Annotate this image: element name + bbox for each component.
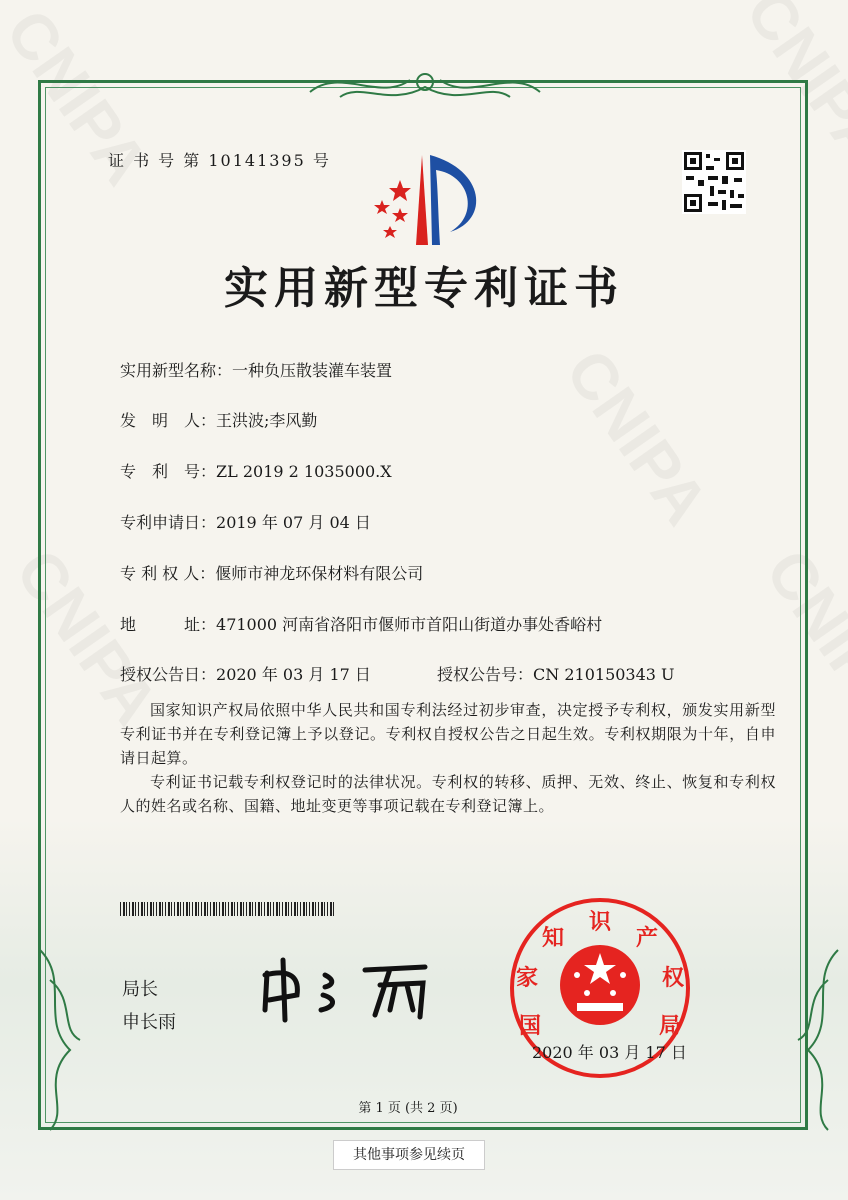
qr-code — [682, 150, 746, 214]
field-label: 地 址： — [120, 615, 217, 634]
svg-text:国: 国 — [518, 1014, 542, 1039]
field-value: 偃师市神龙环保材料有限公司 — [215, 564, 424, 583]
svg-text:家: 家 — [515, 966, 539, 991]
handwritten-signature — [255, 955, 440, 1025]
cnipa-logo — [360, 150, 490, 250]
field-value: 王洪波;李风勤 — [216, 411, 318, 430]
field-value: 2020 年 03 月 17 日 — [216, 665, 371, 684]
field-value: CN 210150343 U — [533, 665, 675, 684]
field-application-date — [120, 510, 371, 533]
paragraph: 国家知识产权局依照中华人民共和国专利法经过初步审查，决定授予专利权，颁发实用新型专利证书并在专利登记簿上予以登记。专利权自授权公告之日起生效。专利权期限为十年，自申请日起算。 — [120, 701, 776, 767]
field-label: 实用新型名称： — [120, 361, 233, 380]
svg-text:知: 知 — [541, 926, 565, 951]
field-label: 授权公告日： — [120, 665, 217, 684]
field-label: 发 明 人： — [120, 411, 217, 430]
svg-text:识: 识 — [588, 910, 612, 935]
continuation-note: 其他事项参见续页 — [333, 1140, 485, 1170]
signatory-role: 局长 — [122, 979, 158, 1000]
field-patentee — [120, 561, 423, 584]
svg-text:权: 权 — [661, 966, 685, 991]
field-grant-date — [120, 662, 371, 685]
field-patent-number — [120, 459, 392, 482]
certificate-body — [120, 698, 776, 818]
field-value: 一种负压散装灌车装置 — [232, 361, 393, 380]
signatory-name: 申长雨 — [122, 1012, 176, 1033]
ornament-top — [300, 62, 550, 112]
field-address — [120, 612, 602, 635]
field-inventors — [120, 408, 317, 431]
field-value: 2019 年 07 月 04 日 — [216, 513, 371, 532]
field-grant-pub-number — [437, 662, 675, 685]
certificate-title: 实用新型专利证书 — [224, 263, 624, 314]
barcode — [120, 902, 336, 916]
field-label: 专 利 权 人： — [120, 564, 216, 583]
field-utility-model-name — [120, 358, 392, 381]
field-value: 471000 河南省洛阳市偃师市首阳山街道办事处香峪村 — [216, 615, 603, 634]
field-label: 专利申请日： — [120, 513, 217, 532]
field-value: ZL 2019 2 1035000.X — [216, 462, 392, 481]
seal-date: 2020 年 03 月 17 日 — [532, 1043, 687, 1062]
field-label: 授权公告号： — [437, 665, 534, 684]
certificate-number: 证 书 号 第 10141395 号 — [108, 151, 331, 170]
field-label: 专 利 号： — [120, 462, 217, 481]
svg-text:产: 产 — [635, 926, 659, 951]
page-indicator: 第 1 页 (共 2 页) — [358, 1101, 458, 1116]
paragraph: 专利证书记载专利权登记时的法律状况。专利权的转移、质押、无效、终止、恢复和专利权人的姓名或名称、国籍、地址变更等事项记载在专利登记簿上。 — [120, 773, 776, 815]
svg-text:局: 局 — [658, 1014, 682, 1039]
